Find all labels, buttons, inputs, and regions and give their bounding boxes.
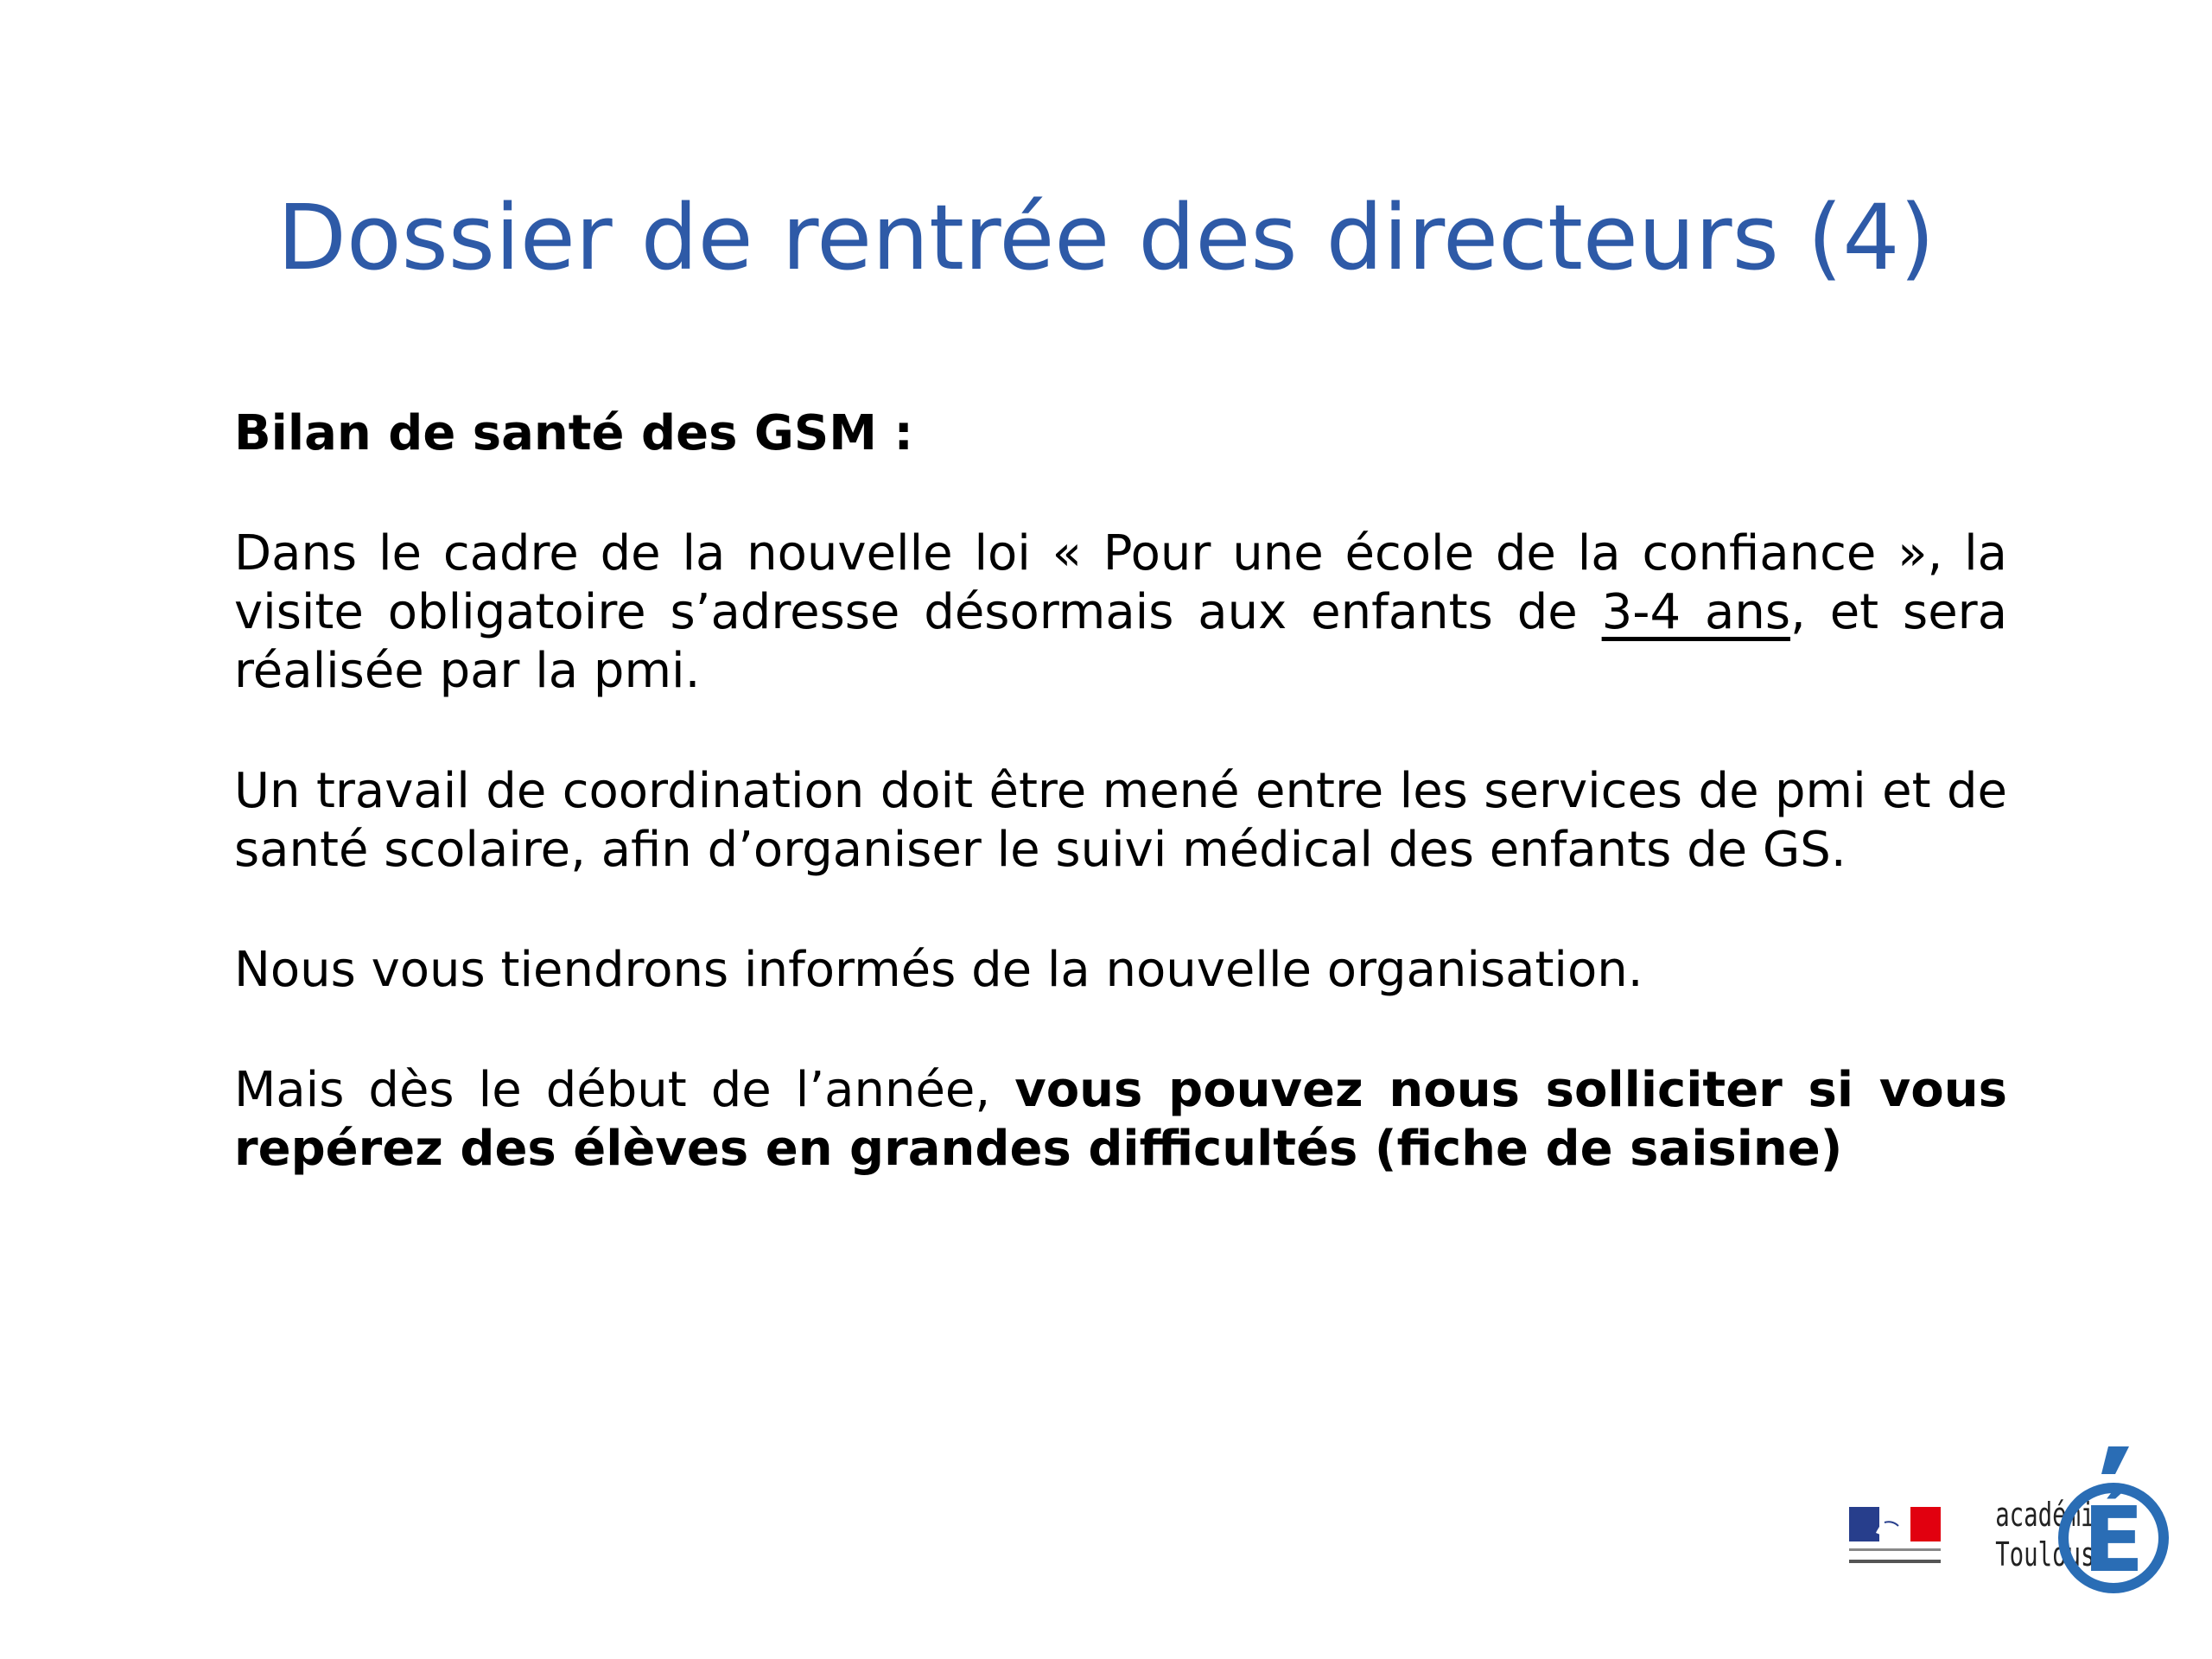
- academie-e-logo-icon: [2048, 1441, 2177, 1605]
- slide-content: [234, 404, 2007, 1240]
- paragraph-visite: [234, 524, 2007, 701]
- paragraph-information: Nous vous tiendrons informés de la nouvelle organisation.: [234, 942, 1643, 998]
- paragraph-visite-end: , et sera réalisée par la pmi.: [234, 584, 2008, 699]
- age-range-underlined: 3-4 ans: [1601, 584, 1790, 640]
- toulouse-label: Toulouse: [1995, 1535, 2109, 1573]
- paragraph-visite-text: Dans le cadre de la nouvelle loi « Pour une école de la confiance », la visite obligatoire s’adresse désormais aux enfants de: [234, 525, 2007, 640]
- paragraph-solliciter-text: Mais dès le début de l’année,: [234, 1062, 1015, 1118]
- marianne-logo: [1849, 1507, 1941, 1563]
- tricolor-flag-icon: [1849, 1507, 1941, 1541]
- paragraph-coordination: Un travail de coordination doit être mené entre les services de pmi et de santé scolaire, afin d’organiser le suivi médical des enfants de GS.: [234, 763, 2007, 878]
- e-letter: É: [2082, 1487, 2145, 1592]
- academie-label: académie: [1995, 1496, 2109, 1534]
- slide-title: Dossier de rentrée des directeurs (4): [276, 185, 1936, 290]
- section-heading: Bilan de santé des GSM :: [234, 405, 913, 461]
- paragraph-solliciter: [234, 1061, 2007, 1179]
- paragraph-solliciter-bold: vous pouvez nous solliciter si vous repérez des élèves en grandes difficultés (fiche de saisine): [234, 1062, 2007, 1177]
